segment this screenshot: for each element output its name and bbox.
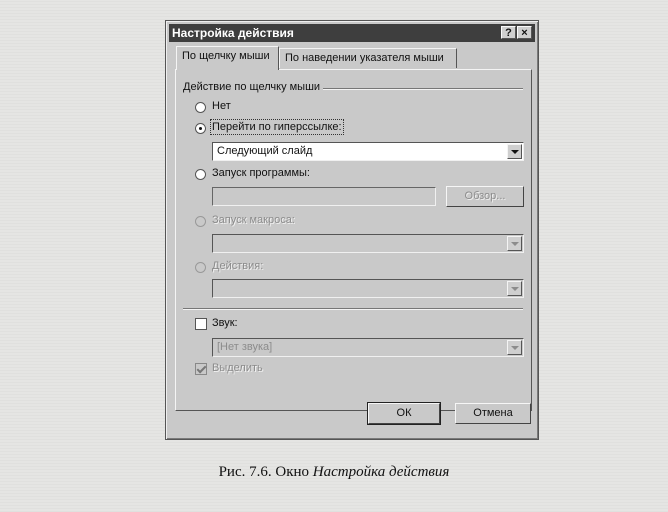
program-path-input[interactable] (212, 187, 436, 206)
tab-mouse-click-label: По щелчку мыши (182, 50, 270, 62)
sound-checkbox[interactable] (195, 318, 207, 330)
figure-caption (0, 464, 668, 481)
radio-action[interactable] (195, 262, 206, 273)
macro-select[interactable] (212, 234, 524, 253)
browse-button[interactable]: Обзор... (446, 186, 524, 207)
hyperlink-select-value: Следующий слайд (217, 145, 313, 157)
highlight-checkbox-label: Выделить (212, 362, 263, 374)
tab-mouse-over[interactable] (279, 48, 457, 68)
radio-run-program[interactable] (195, 169, 206, 180)
radio-hyperlink-label: Перейти по гиперссылке: (212, 121, 342, 133)
radio-run-macro-label: Запуск макроса: (212, 214, 295, 226)
radio-hyperlink[interactable] (195, 123, 206, 134)
radio-none-label: Нет (212, 100, 231, 112)
highlight-checkbox[interactable] (195, 363, 207, 375)
tab-mouse-over-label: По наведении указателя мыши (285, 52, 444, 64)
hyperlink-select[interactable] (212, 142, 524, 161)
radio-run-macro[interactable] (195, 216, 206, 227)
chevron-down-icon[interactable] (507, 144, 522, 159)
group-label: Действие по щелчку мыши (183, 81, 323, 93)
separator (183, 308, 523, 310)
tab-mouse-click[interactable] (176, 46, 279, 70)
cancel-button[interactable]: Отмена (455, 403, 531, 424)
radio-none[interactable] (195, 102, 206, 113)
sound-checkbox-label: Звук: (212, 317, 238, 329)
dialog-title: Настройка действия (172, 26, 294, 40)
chevron-down-icon[interactable] (507, 340, 522, 355)
help-button[interactable]: ? (501, 26, 516, 39)
sound-select-value: [Нет звука] (217, 341, 273, 353)
sound-select[interactable] (212, 338, 524, 357)
close-button[interactable]: × (517, 26, 532, 39)
ok-button[interactable]: ОК (368, 403, 440, 424)
figure-caption-prefix: Рис. 7.6. Окно (218, 464, 313, 480)
action-select[interactable] (212, 279, 524, 298)
chevron-down-icon[interactable] (507, 281, 522, 296)
radio-action-label: Действия: (212, 260, 264, 272)
dialog-titlebar (169, 24, 535, 42)
figure-caption-title: Настройка действия (312, 464, 450, 480)
radio-run-program-label: Запуск программы: (212, 167, 310, 179)
chevron-down-icon[interactable] (507, 236, 522, 251)
